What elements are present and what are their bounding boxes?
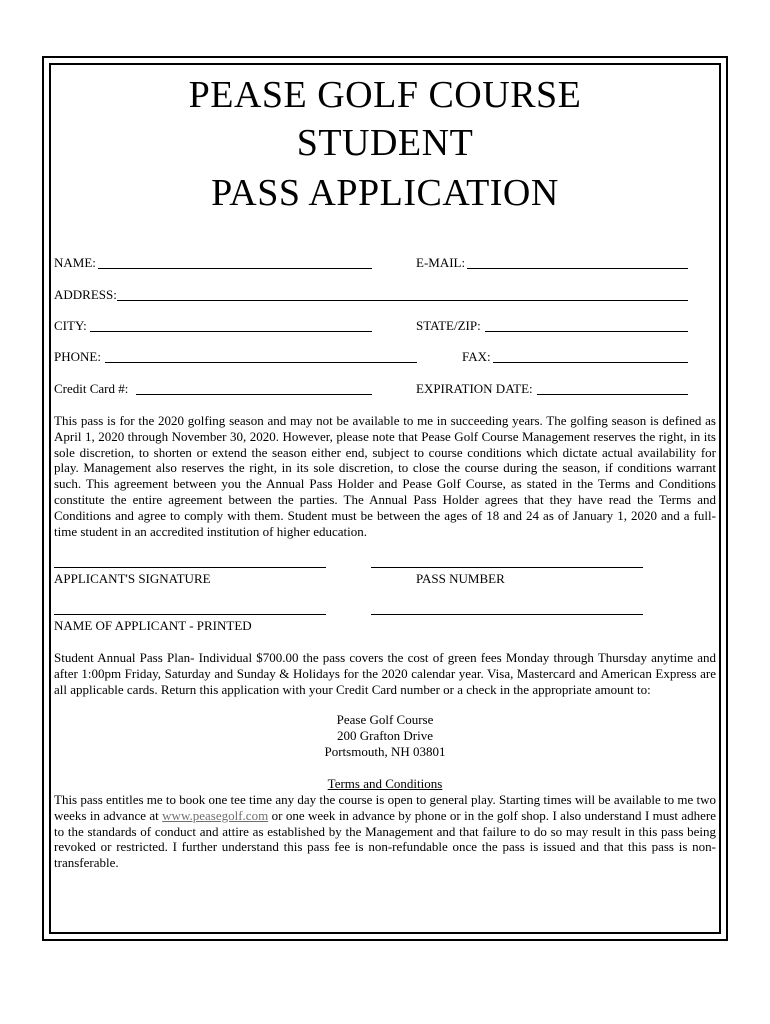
conditions-text-after: or one week in advance by phone or in the golf shop. I also understand I must adhere to the standards of conduct and attire as established by the Management and that failure to do so may result in this pass being revoked or restricted. I further understand this pass fee is non-refundable once the pass is issued and that this pass is non-transferable. — [54, 807, 717, 871]
plan-paragraph: Student Annual Pass Plan- Individual $700.00 the pass covers the cost of green fees Monday through Thursday anytime and after 1:00pm Friday, Saturday and Sunday & Holidays for the 2020 calendar year. Visa, Mastercard and American Express are all applicable cards. Return this application with your Credit Card number or a check in the appropriate amount to: — [54, 650, 716, 697]
phone-field[interactable] — [105, 362, 417, 363]
email-field[interactable] — [467, 268, 688, 269]
state-zip-label: STATE/ZIP: — [416, 318, 481, 333]
credit-card-field[interactable] — [136, 394, 372, 395]
address-label: ADDRESS: — [54, 287, 117, 302]
phone-label: PHONE: — [54, 349, 101, 364]
applicant-signature-field[interactable] — [54, 567, 326, 568]
terms-heading: Terms and Conditions — [327, 776, 443, 791]
address-line-2: 200 Grafton Drive — [336, 728, 434, 743]
expiration-date-field[interactable] — [537, 394, 688, 395]
expiration-date-label: EXPIRATION DATE: — [416, 381, 533, 396]
applicant-signature-label: APPLICANT'S SIGNATURE — [54, 571, 211, 586]
website-link[interactable]: www.peasegolf.com — [162, 807, 269, 823]
printed-name-label: NAME OF APPLICANT - PRINTED — [54, 618, 252, 633]
email-label: E-MAIL: — [416, 255, 466, 270]
name-label: NAME: — [54, 255, 96, 270]
title-line-2: STUDENT — [296, 122, 474, 164]
title-line-3: PASS APPLICATION — [211, 172, 559, 214]
printed-name-field[interactable] — [54, 614, 326, 615]
conditions-paragraph — [54, 792, 716, 871]
pass-number-label: PASS NUMBER — [416, 571, 505, 586]
extra-signature-field[interactable] — [371, 614, 643, 615]
city-field[interactable] — [90, 331, 372, 332]
pass-number-field[interactable] — [371, 567, 643, 568]
address-line-3: Portsmouth, NH 03801 — [324, 744, 446, 759]
conditions-text-before: This pass entitles me to book one tee time any day the course is open to general play. Starting times will be available to me two weeks in advance at — [54, 792, 716, 823]
credit-card-label: Credit Card #: — [54, 381, 129, 396]
name-field[interactable] — [98, 268, 372, 269]
fax-field[interactable] — [493, 362, 688, 363]
city-label: CITY: — [54, 318, 87, 333]
address-line-1: Pease Golf Course — [336, 712, 434, 727]
state-zip-field[interactable] — [485, 331, 688, 332]
title-line-1: PEASE GOLF COURSE — [188, 74, 582, 116]
fax-label: FAX: — [462, 349, 491, 364]
terms-paragraph: This pass is for the 2020 golfing season and may not be available to me in succeeding years. The golfing season is defined as April 1, 2020 through November 30, 2020. However, please note that Pease Golf Course Management reserves the right, in its sole discretion, to shorten or extend the season either end, subject to course conditions which dictate actual availability for play. Management also reserves the right, in its sole discretion, to close the course during the season, if conditions warrant such. This agreement between you the Annual Pass Holder and Pease Golf Course, as stated in the Terms and Conditions constitute the entire agreement between the parties. The Annual Pass Holder agrees that they have read the Terms and Conditions and agree to comply with them. Student must be between the ages of 18 and 24 as of January 1, 2020 and a full-time student in an accredited institution of higher education. — [54, 413, 716, 539]
address-field[interactable] — [117, 300, 688, 301]
